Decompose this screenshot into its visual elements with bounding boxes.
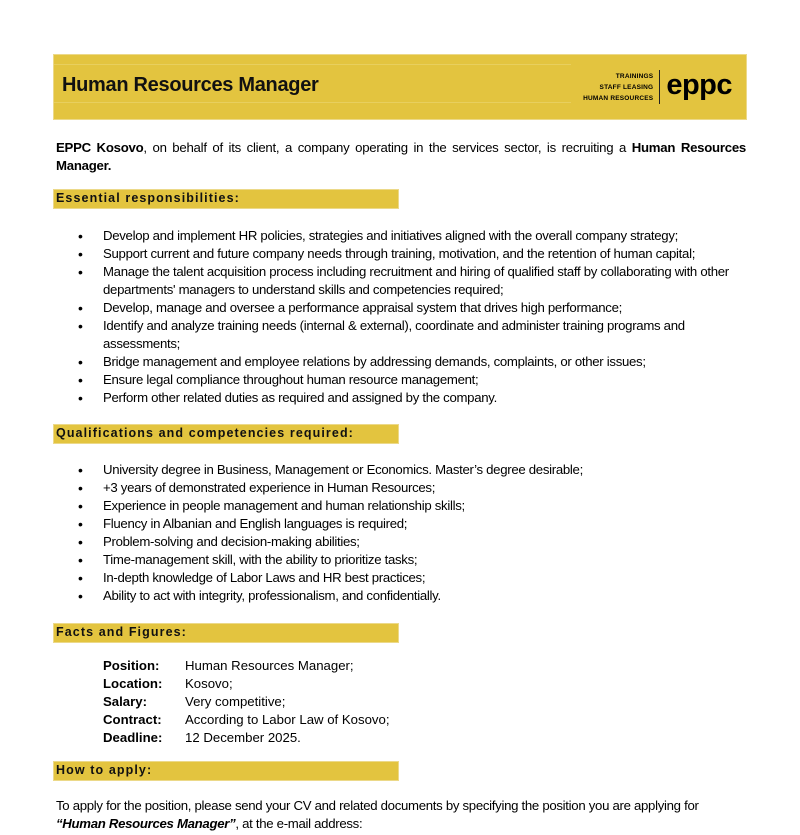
header-banner <box>54 55 746 119</box>
list-item: • Ability to act with integrity, professionalism, and confidentially. <box>0 587 748 605</box>
apply-text-end: , at the e-mail address: <box>235 816 363 831</box>
fact-row-contract <box>103 711 390 729</box>
list-item: • +3 years of demonstrated experience in Human Resources; <box>0 479 748 497</box>
intro-paragraph <box>56 139 746 175</box>
header-rule <box>54 64 571 65</box>
facts-table <box>103 657 390 747</box>
list-item: • Time-management skill, with the ability to prioritize tasks; <box>0 551 748 569</box>
fact-label: Location: <box>103 676 163 691</box>
list-item: • University degree in Business, Management or Economics. Master’s degree desirable; <box>0 461 748 479</box>
brand-tagline-human-resources: HUMAN RESOURCES <box>583 94 654 102</box>
fact-row-salary <box>103 693 390 711</box>
qualifications-list <box>0 461 748 605</box>
fact-row-deadline <box>103 729 390 747</box>
fact-label: Position: <box>103 658 160 673</box>
fact-value: Human Resources Manager; <box>185 658 354 673</box>
responsibilities-list <box>0 227 748 407</box>
page-title: Human Resources Manager <box>62 74 319 96</box>
intro-position: Human Resources Manager. <box>56 140 747 173</box>
list-item: • In-depth knowledge of Labor Laws and HR best practices; <box>0 569 748 587</box>
fact-label: Salary: <box>103 694 147 709</box>
fact-row-position <box>103 657 390 675</box>
section-title: Essential responsibilities: <box>56 191 240 205</box>
section-title: How to apply: <box>56 763 153 777</box>
section-title: Qualifications and competencies required: <box>56 426 354 440</box>
section-title: Facts and Figures: <box>56 625 187 639</box>
list-item: • Perform other related duties as required and assigned by the company. <box>0 389 748 407</box>
fact-value: 12 December 2025. <box>185 730 301 745</box>
list-item: • Develop, manage and oversee a performance appraisal system that drives high performance; <box>0 299 748 317</box>
list-item: • Develop and implement HR policies, strategies and initiatives aligned with the overall company strategy; <box>0 227 748 245</box>
intro-text: , on behalf of its client, a company operating in the services sector, is recruiting a <box>143 140 632 155</box>
list-item: • Fluency in Albanian and English languages is required; <box>0 515 748 533</box>
section-header-apply <box>54 762 398 780</box>
fact-label: Contract: <box>103 712 162 727</box>
apply-text: To apply for the position, please send your CV and related documents by specifying the position you are applying for <box>56 798 699 813</box>
section-header-qualifications <box>54 425 398 443</box>
header-rule <box>54 102 571 103</box>
section-header-facts <box>54 624 398 642</box>
brand-divider <box>659 70 660 104</box>
eppc-logo: eppc <box>666 68 732 101</box>
list-item: • Manage the talent acquisition process including recruitment and hiring of qualified staff by collaborating with other departments' managers to understand skills and competencies required; <box>0 263 748 299</box>
apply-paragraph <box>56 797 746 833</box>
section-header-responsibilities <box>54 190 398 208</box>
brand-logo-block <box>583 67 732 107</box>
fact-value: According to Labor Law of Kosovo; <box>185 712 390 727</box>
list-item: • Problem-solving and decision-making abilities; <box>0 533 748 551</box>
list-item: • Experience in people management and human relationship skills; <box>0 497 748 515</box>
brand-tagline <box>583 71 659 104</box>
brand-tagline-trainings: TRAININGS <box>615 72 654 80</box>
brand-tagline-staff-leasing: STAFF LEASING <box>599 83 654 91</box>
apply-position: “Human Resources Manager” <box>56 816 236 831</box>
fact-row-location <box>103 675 390 693</box>
company-name: EPPC Kosovo <box>56 140 144 155</box>
list-item: • Identify and analyze training needs (internal & external), coordinate and administer training programs and assessments; <box>0 317 748 353</box>
fact-value: Very competitive; <box>185 694 286 709</box>
list-item: • Ensure legal compliance throughout human resource management; <box>0 371 748 389</box>
list-item: • Support current and future company needs through training, motivation, and the retention of human capital; <box>0 245 748 263</box>
fact-label: Deadline: <box>103 730 163 745</box>
list-item: • Bridge management and employee relations by addressing demands, complaints, or other issues; <box>0 353 748 371</box>
fact-value: Kosovo; <box>185 676 233 691</box>
